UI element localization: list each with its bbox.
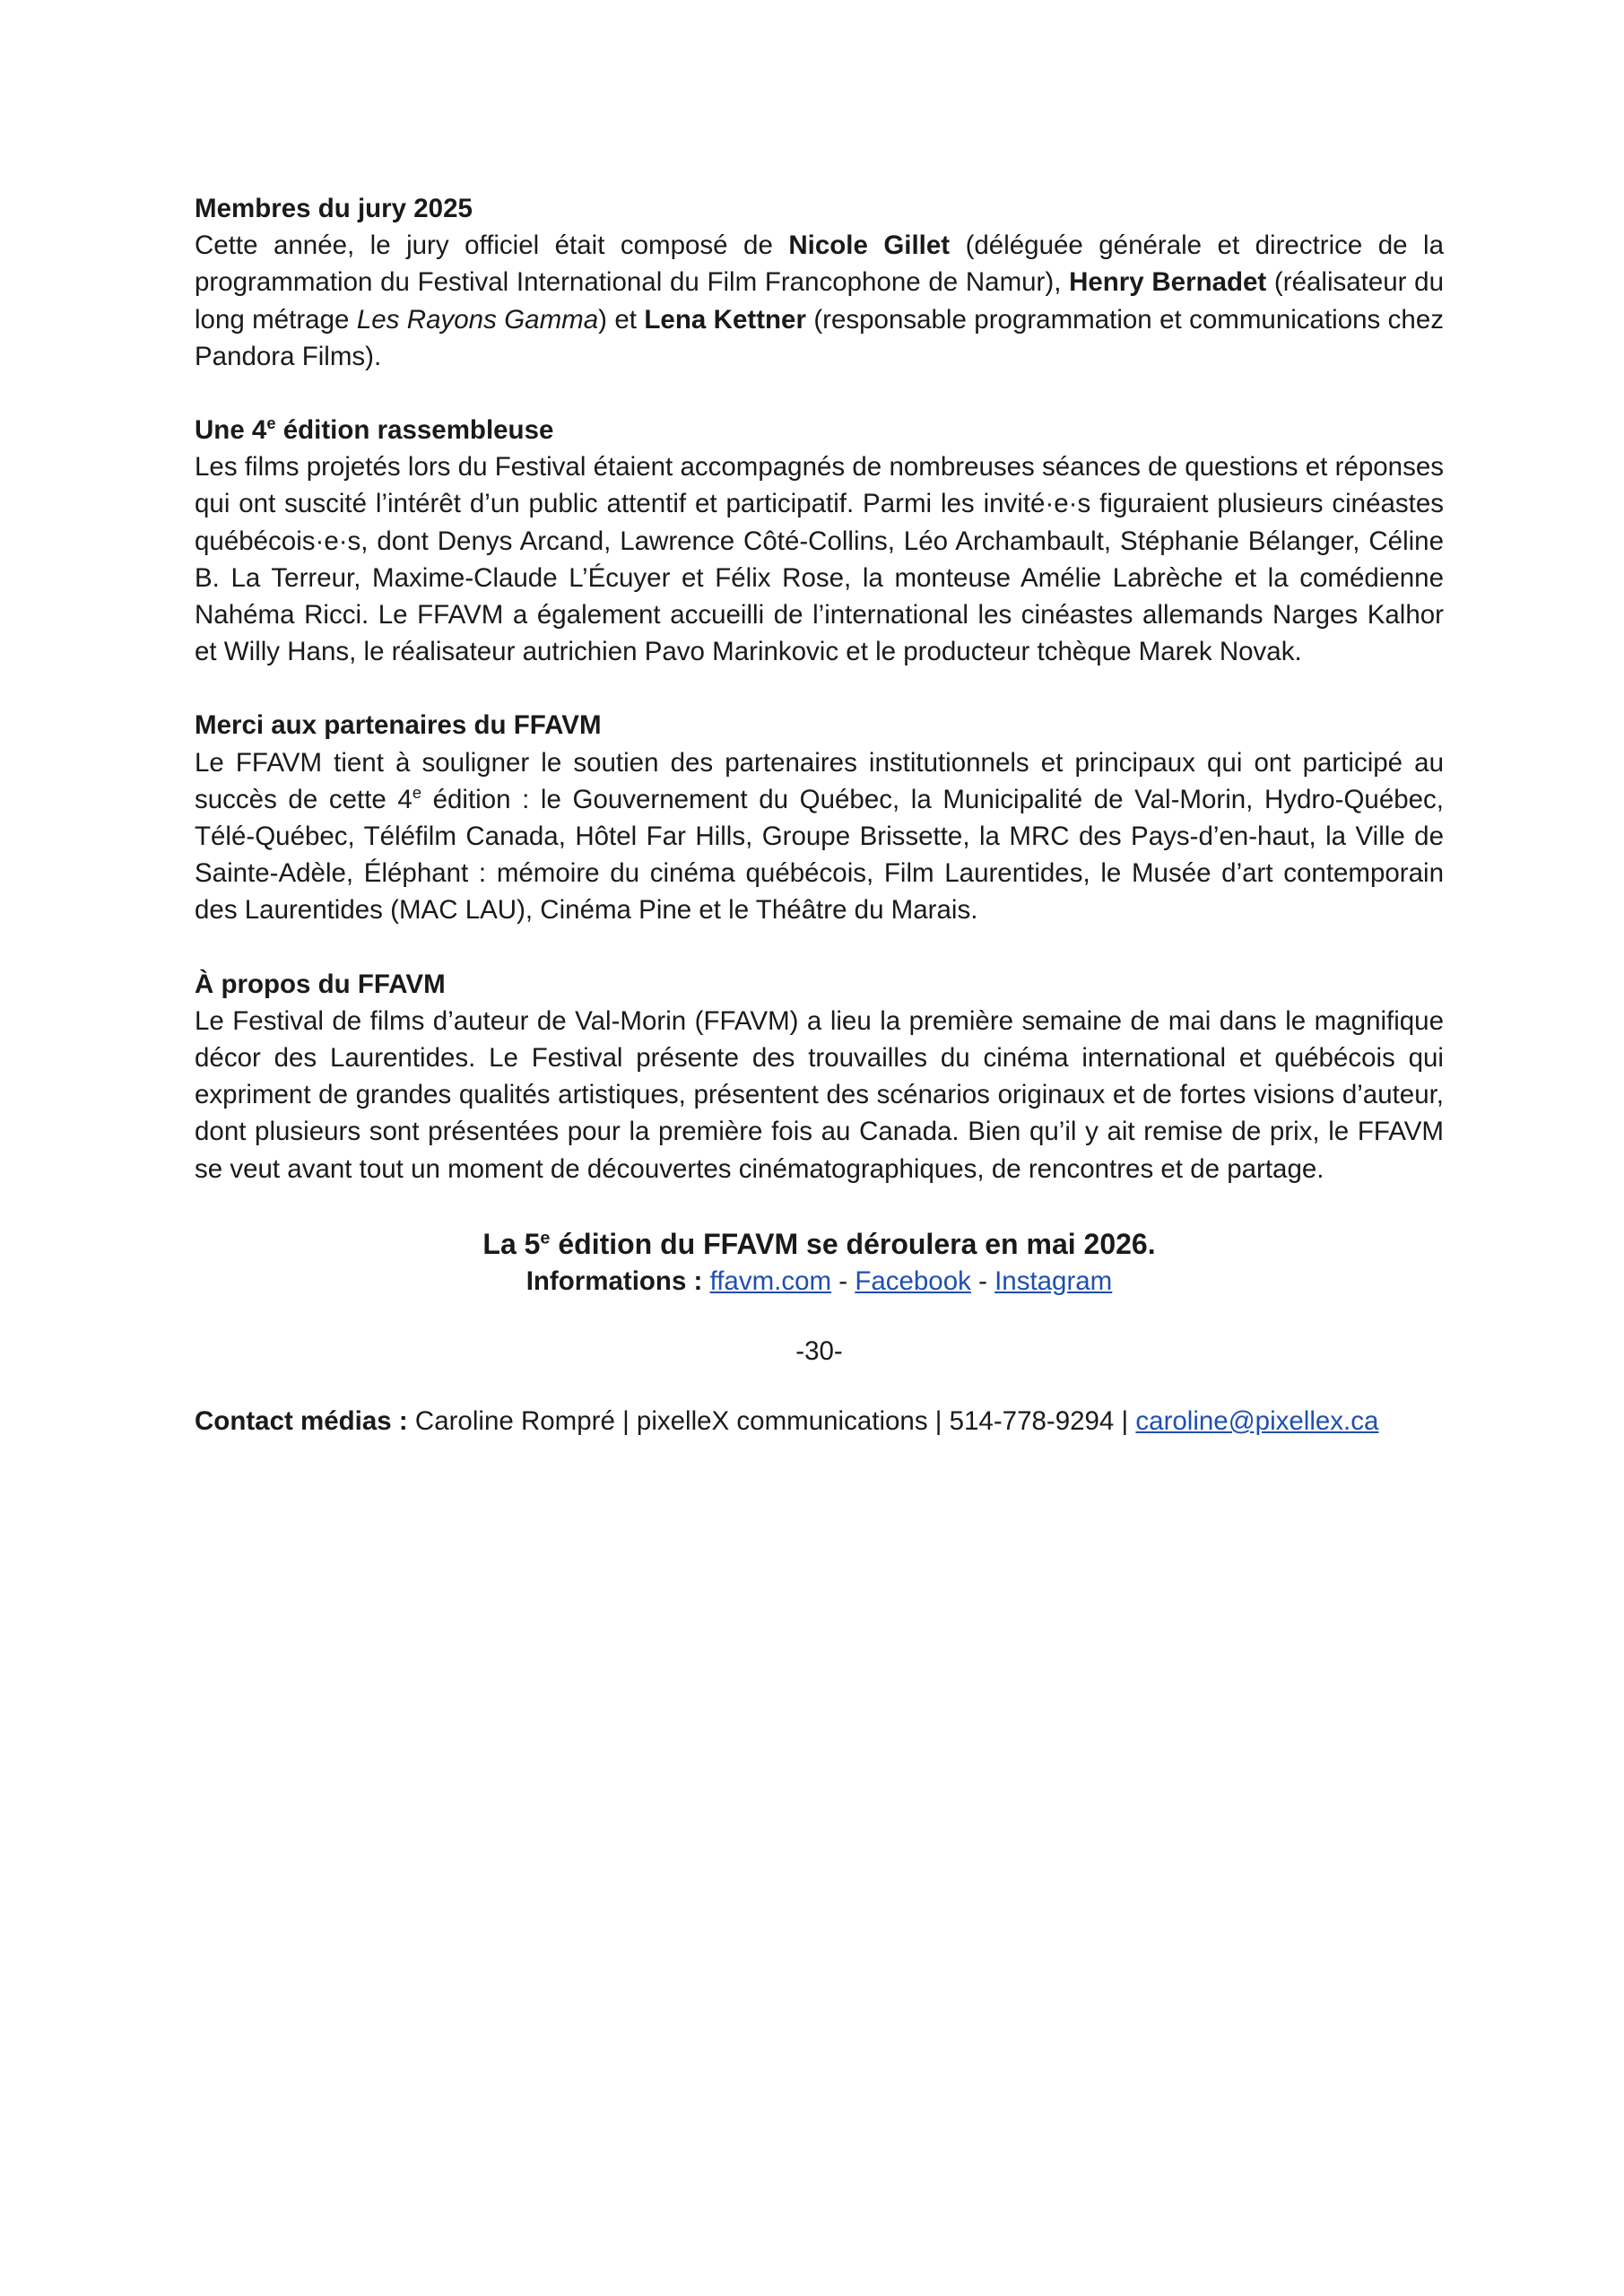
announcement-post: édition du FFAVM se déroulera en mai 2026.	[550, 1227, 1156, 1260]
announcement-pre: La 5	[482, 1227, 541, 1260]
end-mark: -30-	[795, 1335, 843, 1366]
jury-text-5: (responsable programmation et communications chez Pandora Films).	[195, 304, 1444, 371]
instagram-link[interactable]: Instagram	[994, 1265, 1113, 1296]
partners-text-2: édition : le Gouvernement du Québec, la Municipalité de Val-Morin, Hydro-Québec, Télé-Québec, Téléfilm Canada, Hôtel Far Hills, Groupe Brissette, la MRC des Pays-d’en-haut, la Ville de Sainte-Adèle, Éléphant : mémoire du cinéma québécois, Film Laurentides, le Musée d’art contemporain des Laurentides (MAC LAU), Cinéma Pine et le Théâtre du Marais.	[195, 784, 1445, 926]
partners-text-1: Le FFAVM tient à souligner le soutien des partenaires institutionnels et principaux qui ont participé au succès de cette 4	[195, 747, 1444, 814]
announcement-sup: e	[540, 1228, 551, 1248]
about-paragraph: Le Festival de films d’auteur de Val-Morin (FFAVM) a lieu la première semaine de mai dans le magnifique décor des Laurentides. Le Festival présente des trouvailles du cinéma international et québécois qui expriment de grandes qualités artistiques, présentent des scénarios originaux et de fortes visions d’auteur, dont plusieurs sont présentées pour la première fois au Canada. Bien qu’il y ait remise de prix, le FFAVM se veut avant tout un moment de découvertes cinématographiques, de rencontres et de partage.	[195, 1005, 1444, 1184]
link-separator-2: -	[970, 1265, 995, 1296]
jury-member-2: Henry Bernadet	[1069, 267, 1267, 298]
jury-text-1: Cette année, le jury officiel était composé de	[195, 230, 789, 261]
contact-label: Contact médias :	[195, 1406, 415, 1437]
jury-section	[195, 190, 1444, 375]
partners-paragraph	[195, 744, 1444, 929]
facebook-link[interactable]: Facebook	[855, 1265, 971, 1296]
edition-section	[195, 412, 1444, 670]
jury-member-3: Lena Kettner	[644, 304, 806, 335]
link-separator-1: -	[831, 1265, 855, 1296]
partners-heading: Merci aux partenaires du FFAVM	[195, 710, 602, 741]
jury-member-1: Nicole Gillet	[788, 230, 951, 261]
document-page	[195, 190, 1444, 1439]
edition-heading-post: édition rassembleuse	[275, 415, 554, 446]
edition-heading	[195, 412, 1444, 448]
edition-heading-sup: e	[266, 413, 276, 433]
partners-section	[195, 707, 1444, 928]
information-links	[195, 1264, 1444, 1300]
jury-text-4: ) et	[598, 304, 645, 335]
website-link[interactable]: ffavm.com	[709, 1265, 832, 1296]
about-section	[195, 966, 1444, 1187]
partners-sup: e	[412, 783, 421, 803]
edition-paragraph: Les films projetés lors du Festival étaient accompagnés de nombreuses séances de questions et réponses qui ont suscité l’intérêt d’un public attentif et participatif. Parmi les invité·e·s figuraient plusieurs cinéastes québécois·e·s, dont Denys Arcand, Lawrence Côté-Collins, Léo Archambault, Stéphanie Bélanger, Céline B. La Terreur, Maxime-Claude L’Écuyer et Félix Rose, la monteuse Amélie Labrèche et la comédienne Nahéma Ricci. Le FFAVM a également accueilli de l’international les cinéastes allemands Narges Kalhor et Willy Hans, le réalisateur autrichien Pavo Marinkovic et le producteur tchèque Marek Novak.	[195, 452, 1444, 667]
edition-heading-pre: Une 4	[195, 415, 267, 446]
jury-heading: Membres du jury 2025	[195, 194, 473, 223]
jury-text-3: (réalisateur du long métrage	[195, 267, 1444, 335]
contact-details: Caroline Rompré | pixelleX communications | 514-778-9294 |	[414, 1406, 1136, 1437]
jury-text-2: (déléguée générale et directrice de la programmation du Festival International du Film Francophone de Namur),	[195, 230, 1445, 298]
media-contact	[195, 1403, 1444, 1439]
contact-email-link[interactable]: caroline@pixellex.ca	[1135, 1406, 1379, 1437]
information-label: Informations :	[525, 1265, 710, 1296]
jury-paragraph	[195, 227, 1444, 375]
closing-block	[195, 1224, 1444, 1300]
film-title: Les Rayons Gamma	[356, 304, 599, 335]
about-heading: À propos du FFAVM	[195, 969, 446, 999]
next-edition-announcement	[195, 1224, 1444, 1264]
